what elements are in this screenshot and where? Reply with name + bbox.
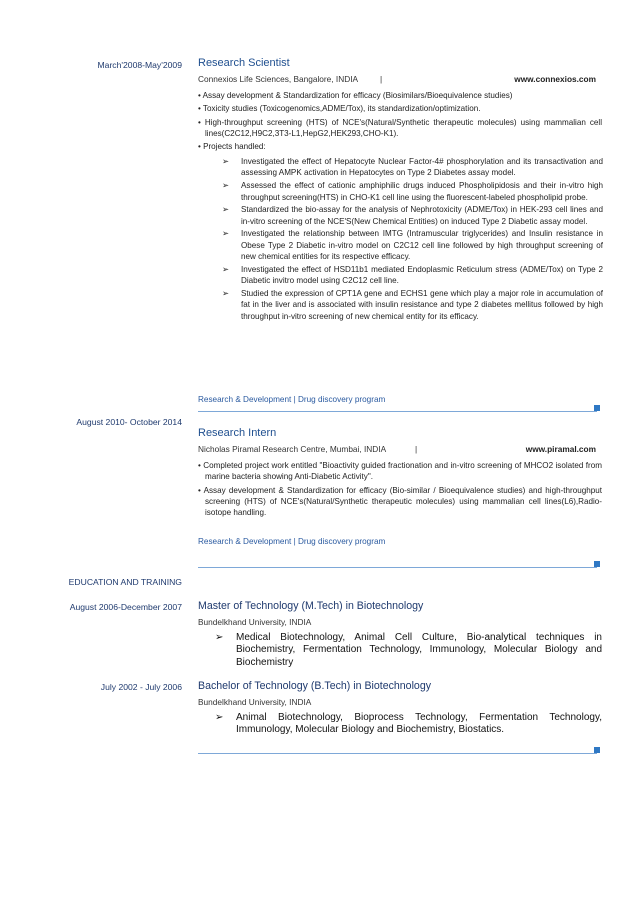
job-1-bullet: • Toxicity studies (Toxicogenomics,ADME/Tox), its standardization/optimization.	[198, 104, 481, 114]
job-1-title: Research Scientist	[198, 57, 290, 69]
job-1-company: Connexios Life Sciences, Bangalore, INDIA	[198, 74, 359, 84]
job-1-bullet: • High-throughput screening (HTS) of NCE's(Natural/Synthetic therapeutic molecules) using mammalian cell lines(C2C12,H9C2,3T3-L1,HepG2,HEK293,CHO-K1).	[198, 117, 602, 138]
edu-1-title: Master of Technology (M.Tech) in Biotechnology	[198, 600, 424, 612]
job-1-tags: Research & Development | Drug discovery program	[198, 395, 386, 404]
square-marker-icon	[594, 405, 600, 411]
job-1-bullets	[198, 90, 602, 155]
job-2-bullet: • Completed project work entitled "Bioactivity guided fractionation and in-vitro screening of MHCO2 isolated from marine bacteria showing Anti-Diabetic Activity".	[198, 461, 602, 482]
arrow-bullet-icon: ➢	[222, 180, 230, 191]
job-2-date: August 2010- October 2014	[76, 417, 182, 427]
project-item: ➢ Investigated the relationship between IMTG (Intramuscular triglycerides) and Insulin resistance in Obese Type 2 Diabetic in-vitro model on C2C12 cell line followed by high throughput screening of new chemical entities for its respective efficacy.	[222, 228, 603, 262]
project-item: ➢ Assessed the effect of cationic amphiphilic drugs induced Phospholipidosis and their in-vitro high throughput screening(HTS) in CHO-K1 cell line using the fluorescent-labeled phospholipid probe.	[222, 180, 603, 202]
job-1-company-line	[198, 74, 602, 84]
project-item: ➢ Investigated the effect of Hepatocyte Nuclear Factor-4# phosphorylation and its transactivation and assessing AMPK activation in Hepatocytes on Type 2 Diabetes assay model.	[222, 156, 603, 178]
arrow-bullet-icon: ➢	[222, 204, 230, 215]
arrow-bullet-icon: ➢	[222, 156, 230, 166]
job-1-website[interactable]: www.connexios.com	[514, 74, 596, 84]
edu-1-subjects	[215, 632, 602, 669]
subject-item: ➢ Medical Biotechnology, Animal Cell Culture, Bio-analytical techniques in Biochemistry, Fermentation Technology, Immunology, Molecular Biology and Biochemistry	[215, 632, 602, 668]
education-divider	[198, 753, 597, 754]
job-1-bullet: • Assay development & Standardization for efficacy (Biosimilars/Bioequivalence studies)	[198, 91, 513, 100]
job-2-company-line	[198, 444, 602, 454]
project-item: ➢ Investigated the effect of HSD11b1 mediated Endoplasmic Reticulum stress (ADME/Tox) on Type 2 Diabetic invitro model using C2C12 cell line.	[222, 263, 603, 286]
job-2-website[interactable]: www.piramal.com	[525, 444, 596, 454]
education-heading: EDUCATION AND TRAINING	[68, 577, 182, 587]
job-1-divider	[198, 411, 597, 412]
job-2-bullet: • Assay development & Standardization for efficacy (Bio-similar / Bioequivalence studies) and high-throughput screening (HTS) of NCE's(Natural/Synthetic therapeutic molecules) using mammalian cell lines(L6),Radio-isotope handling.	[198, 485, 602, 517]
job-2-title: Research Intern	[198, 427, 277, 439]
job-2-tags: Research & Development | Drug discovery program	[198, 537, 386, 546]
arrow-bullet-icon: ➢	[222, 287, 230, 298]
job-1-projects	[222, 156, 603, 323]
edu-2-subjects	[215, 712, 602, 737]
project-item: ➢ Standardized the bio-assay for the analysis of Nephrotoxicity (ADME/Tox) in HEK-293 cell lines and in-vitro screening of the NCE'S(New Chemical Entities) on induced Type 2 Diabetic assay model.	[222, 204, 603, 226]
arrow-bullet-icon: ➢	[222, 263, 230, 274]
edu-2-university: Bundelkhand University, INDIA	[198, 697, 312, 707]
arrow-bullet-icon: ➢	[222, 228, 230, 239]
job-2-company: Nicholas Piramal Research Centre, Mumbai, INDIA	[198, 444, 387, 454]
job-2-separator: |	[415, 444, 418, 454]
job-2-divider	[198, 567, 597, 568]
arrow-bullet-icon: ➢	[215, 712, 224, 723]
edu-1-date: August 2006-December 2007	[69, 602, 182, 612]
square-marker-icon	[594, 561, 600, 567]
subject-item: ➢ Animal Biotechnology, Bioprocess Technology, Fermentation Technology, Immunology, Molecular Biology and Biochemistry, Biostatics.	[215, 712, 602, 736]
job-1-date: March'2008-May'2009	[97, 60, 182, 70]
job-1-separator: |	[380, 74, 383, 84]
arrow-bullet-icon: ➢	[215, 632, 224, 643]
project-item: ➢ Studied the expression of CPT1A gene and ECHS1 gene which play a major role in accumulation of fat in the liver and is associated with insulin resistance and type 2 diabetes mellitus followed by high throughput in-vitro screening of new chemical entity for its efficacy.	[222, 287, 603, 321]
edu-2-title: Bachelor of Technology (B.Tech) in Biotechnology	[198, 680, 432, 692]
edu-2-date: July 2002 - July 2006	[100, 682, 182, 692]
job-2-bullets	[198, 460, 602, 520]
job-1-bullet: • Projects handled:	[198, 142, 266, 152]
edu-1-university: Bundelkhand University, INDIA	[198, 617, 312, 627]
square-marker-icon	[594, 747, 600, 753]
